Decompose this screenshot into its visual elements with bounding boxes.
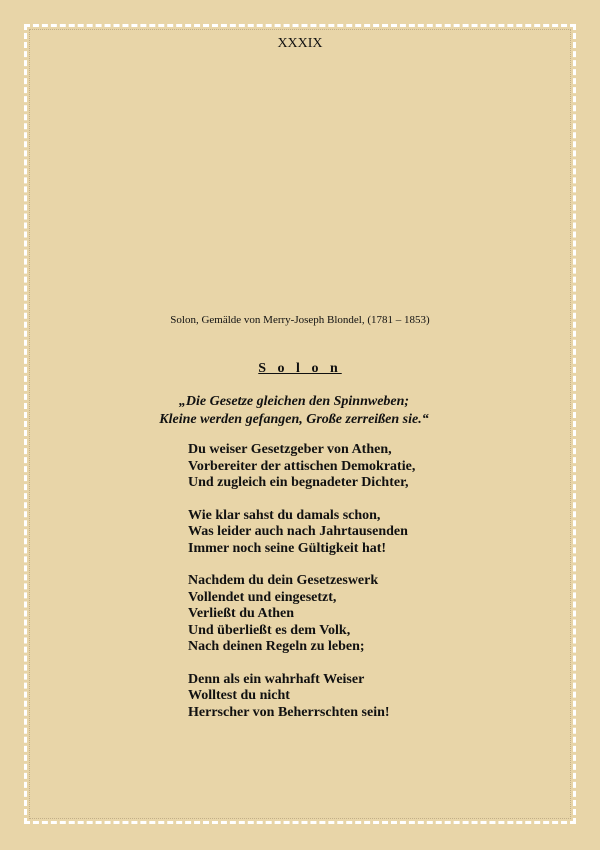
stanza-4 [188,672,578,722]
poem-line: Nach deinen Regeln zu leben; [188,639,365,654]
poem-line: Du weiser Gesetzgeber von Athen, [188,442,392,457]
poem-line: Wolltest du nicht [188,688,290,703]
poem-line: Wie klar sahst du damals schon, [188,507,381,523]
stanza-1 [188,442,578,492]
poem-line: Und zugleich ein begnadeter Dichter, [188,475,409,490]
poem-line: Vollendet und eingesetzt, [188,589,337,605]
poem-line: Und überließt es dem Volk, [188,622,351,638]
stanza-2 [188,508,578,558]
poem-title: S o l o n [258,361,342,376]
poem-line: Verließt du Athen [188,606,295,621]
poem-line: Immer noch seine Gültigkeit hat! [188,540,387,556]
poem-line: Was leider auch nach Jahrtausenden [188,524,408,539]
image-caption: Solon, Gemälde von Merry-Joseph Blondel, (1781 – 1853) [170,314,430,326]
poem-body [188,442,578,737]
poem-motto [0,393,600,429]
poem-line: Denn als ein wahrhaft Weiser [188,671,365,687]
stanza-3 [188,573,578,656]
painting-image-area [60,70,540,300]
page-number: XXXIX [277,36,323,51]
poem-line: Nachdem du dein Gesetzeswerk [188,573,379,588]
motto-line: „Die Gesetze gleichen den Spinnweben; [178,394,410,409]
poem-line: Herrscher von Beherrschten sein! [188,704,390,720]
motto-line: Kleine werden gefangen, Große zerreißen sie.“ [159,412,429,427]
poem-line: Vorbereiter der attischen Demokratie, [188,458,416,474]
